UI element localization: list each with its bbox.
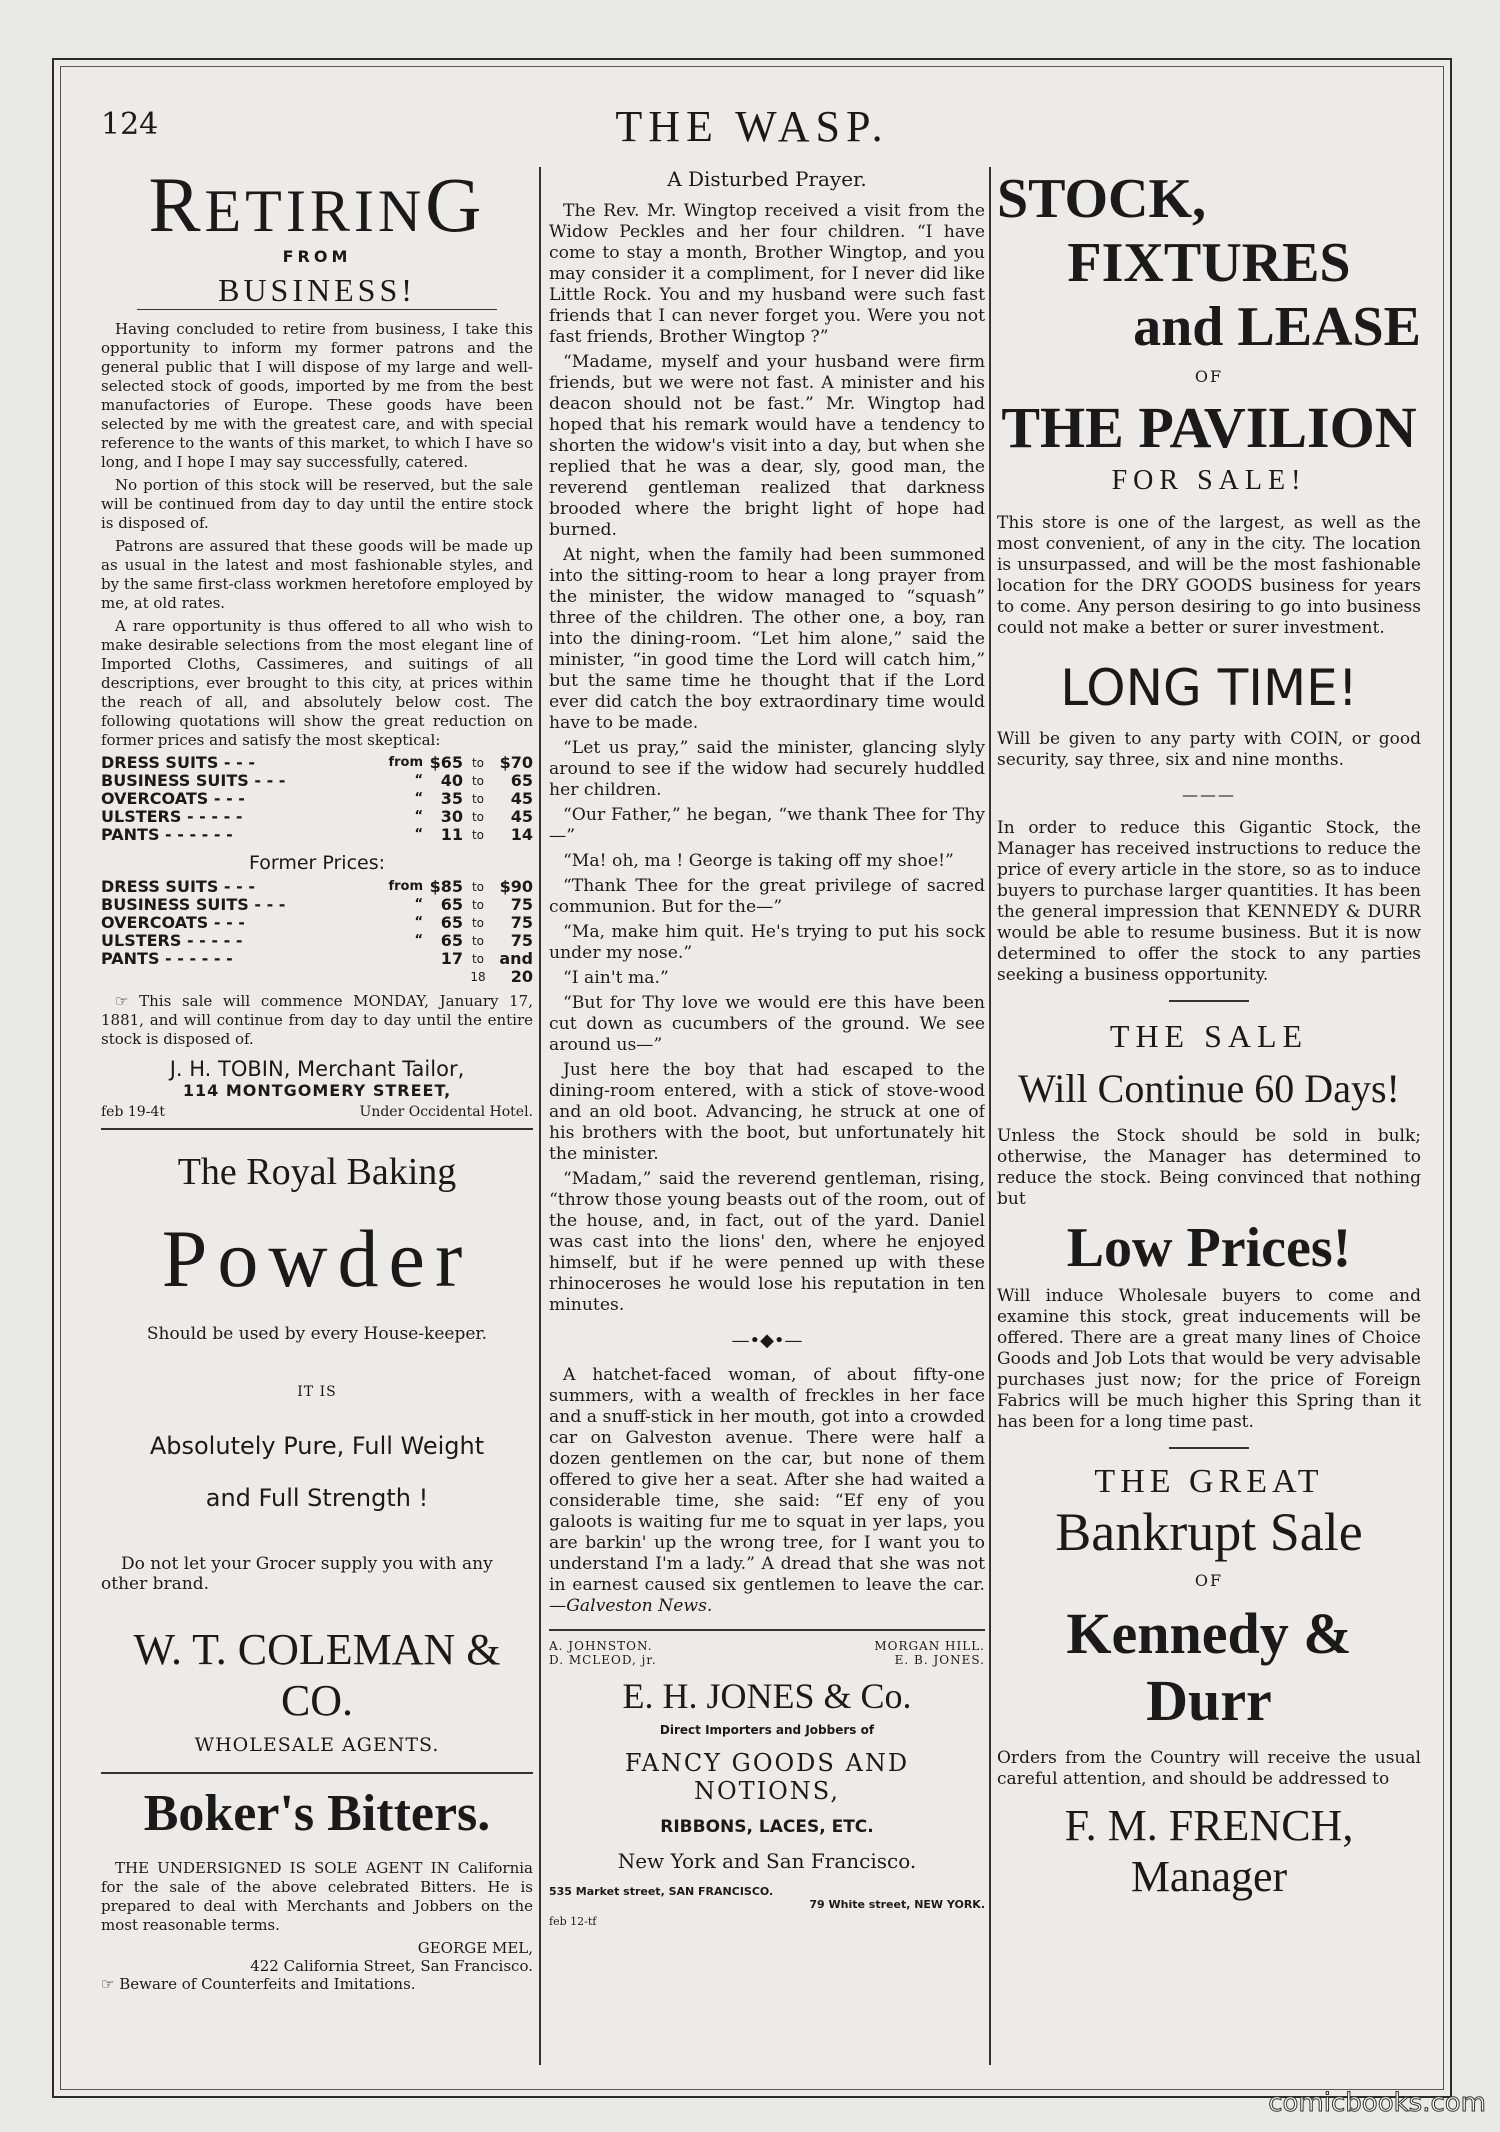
ribbons-laces: RIBBONS, LACES, ETC. [660, 1817, 874, 1837]
the-great-title: THE GREAT [1094, 1463, 1324, 1500]
beware-note: ☞ Beware of Counterfeits and Imitations. [101, 1975, 416, 1993]
page-header [101, 101, 1403, 161]
former-prices-label: Former Prices: [248, 852, 386, 874]
masthead: THE WASP. [615, 102, 889, 151]
article-para: The Rev. Mr. Wingtop received a visit from the Widow Peckles and her four children. “I have come to stay a month, Brother Wingtop, and you may consider it a compliment, for I never did like Little Rock. You and my husband were such fast friends that I can never forget you. Were you not fast friends, Brother Wingtop ?” [549, 201, 985, 347]
price-row: ULSTERS - - - - - “ 65 to 75 [101, 931, 533, 950]
direct-importers: Direct Importers and Jobbers of [659, 1723, 875, 1737]
column-rule-1 [539, 167, 541, 2065]
price-row: BUSINESS SUITS - - - “ 65 to 75 [101, 895, 533, 914]
retiring-para-3: Patrons are assured that these goods will be made up as usual in the latest and most fashionable styles, and by the same first-class workmen heretofore employed by me, at old rates. [101, 537, 533, 612]
fancy-goods: FANCY GOODS AND NOTIONS, [624, 1749, 910, 1805]
retiring-para-1: Having concluded to retire from business, I take this opportunity to inform my former patrons and the general public that I will dispose of my large and well-selected stock of goods, imported by me from the best manufactories of Europe. These goods have been selected by me with the greatest care, and with special reference to the wants of this market, to which I have so long, and I hope I may say successfully, catered. [101, 320, 533, 471]
article-para: “Thank Thee for the great privilege of sacred communion. But for the—” [549, 876, 985, 917]
article-body [549, 201, 985, 1617]
divider [1169, 1000, 1249, 1002]
induce-text: Will induce Wholesale buyers to come and examine this stock, great inducements will be offered. There are a great many lines of Choice Goods and Job Lots that would be very advisable purchases just now; for the price of Foreign Fabrics will be much higher this Spring than it has been for a long time past. [997, 1286, 1421, 1432]
partner-name: D. MCLEOD, jr. [549, 1653, 657, 1667]
stock-line-1: STOCK, [997, 168, 1207, 230]
dash-divider: ——— [1182, 785, 1236, 804]
long-time-title: LONG TIME! [1060, 659, 1358, 717]
ehjones-title: E. H. JONES & Co. [622, 1676, 912, 1716]
royal-baking-title: The Royal Baking [177, 1151, 457, 1193]
retiring-title-middle: ETIRIN [204, 178, 426, 244]
divider [101, 1128, 533, 1130]
pure-line-1: Absolutely Pure, Full Weight [149, 1432, 485, 1460]
mel-address: 422 California Street, San Francisco. [250, 1957, 533, 1975]
tobin-date-code: feb 19-4t [101, 1104, 165, 1120]
business-title: BUSINESS! [137, 272, 497, 310]
kennedy-durr-title: Kennedy & Durr [1066, 1601, 1352, 1733]
the-sale-title: THE SALE [1109, 1018, 1309, 1054]
orders-text: Orders from the Country will receive the usual careful attention, and should be addressed to [997, 1748, 1421, 1789]
partner-names-row-1 [549, 1639, 985, 1653]
site-watermark: comicbooks.com [1268, 2088, 1486, 2118]
price-row: OVERCOATS - - - “ 65 to 75 [101, 913, 533, 932]
price-row: PANTS - - - - - - 17 to 18 and 20 [101, 949, 533, 986]
grocer-text: Do not let your Grocer supply you with any other brand. [101, 1554, 493, 1594]
continue-title: Will Continue 60 Days! [1018, 1066, 1400, 1111]
of-label: OF [1194, 367, 1224, 386]
bankrupt-sale-title: Bankrupt Sale [1055, 1502, 1363, 1562]
retiring-title-final: G [425, 167, 486, 248]
coleman-title: W. T. COLEMAN & CO. [133, 1625, 501, 1725]
partner-names-row-2 [549, 1653, 985, 1667]
retiring-para-4: A rare opportunity is thus offered to all who wish to make desirable selections from the most elegant line of Imported Cloths, Cassimeres, and suitings of all descriptions, ever brought to this city, at prices within the reach of all, and absolutely below cost. The following quotations will show the great reduction on former prices and satisfy the most skeptical: [101, 617, 533, 749]
article-para: “Madam,” said the reverend gentleman, rising, “throw those young beasts out of the room, out of the house, and, in fact, out of the yard. Daniel was cast into the lions' den, where he enjoyed himself, but if he were penned up with these rhinoceroses he would lose his reputation in ten minutes. [549, 1169, 985, 1315]
low-prices-title: Low Prices! [1066, 1217, 1352, 1279]
stock-title [997, 167, 1421, 359]
boker-title: Boker's Bitters. [143, 1785, 491, 1842]
hatchet-source: Galveston News. [566, 1596, 713, 1616]
column-middle [549, 167, 985, 2065]
french-manager: F. M. FRENCH, Manager [1064, 1801, 1354, 1901]
article-para: “But for Thy love we would ere this have been cut down as cucumbers of the ground. We see around us—” [549, 993, 985, 1055]
article-para: Just here the boy that had escaped to the dining-room entered, with a stick of stove-wood and an old boot. Advancing, he struck at one of his brothers with the boot, but unfortunately hit the minister. [549, 1060, 985, 1164]
article-para: “Let us pray,” said the minister, glancing slyly around to see if the widow had securely huddled her children. [549, 738, 985, 800]
price-row: BUSINESS SUITS - - - “ 40 to 65 [101, 771, 533, 790]
divider [549, 1629, 985, 1631]
price-row: DRESS SUITS - - - from $65 to $70 [101, 753, 533, 772]
page-border [60, 66, 1444, 2090]
divider [101, 1772, 533, 1774]
from-label: FROM [282, 247, 352, 266]
pavilion-title: THE PAVILION [1001, 395, 1417, 460]
price-row: ULSTERS - - - - - “ 30 to 45 [101, 807, 533, 826]
retiring-title-initial: R [148, 167, 205, 248]
partner-name: A. JOHNSTON. [549, 1639, 653, 1653]
ny-sf: New York and San Francisco. [617, 1849, 917, 1873]
retiring-para-2: No portion of this stock will be reserved, but the sale will be continued from day to day until the entire stock is disposed of. [101, 476, 533, 532]
column-left [101, 167, 533, 2065]
powder-title: Powder [161, 1213, 473, 1304]
former-price-list [101, 878, 533, 986]
ornament-divider: —•◆•— [731, 1330, 803, 1351]
of-label-2: OF [1194, 1571, 1224, 1590]
stock-line-3: and LEASE [1133, 296, 1421, 358]
price-row: OVERCOATS - - - “ 35 to 45 [101, 789, 533, 808]
hatchet-story: A hatchet-faced woman, of about fifty-one summers, with a wealth of freckles in her face and a snuff-stick in her mouth, got into a crowded car on Galveston avenue. There were half a dozen gentlemen on the car, but none of them offered to give her a seat. After she had waited a considerable time, she said: “Ef eny of you galoots is waiting fur me to squat in yer laps, you are barkin' up the wrong tree, for I want you to understand I'm a lady.” A dread that she was not in earnest caused six gentlemen to leave the car.— [549, 1365, 985, 1616]
partner-name: E. B. JONES. [894, 1653, 985, 1667]
article-para: “I ain't ma.” [563, 968, 669, 988]
tobin-name: J. H. TOBIN, Merchant Tailor, [169, 1057, 465, 1081]
reduce-text: In order to reduce this Gigantic Stock, the Manager has received instructions to reduce the price of every article in the store, so as to induce buyers to purchase larger quantities. It has been the general impression that KENNEDY & DURR would be able to resume business. But it is now determined to offer the stock to any parties seeking a business opportunity. [997, 818, 1421, 985]
housekeeper-text: Should be used by every House-keeper. [146, 1324, 488, 1344]
unless-text: Unless the Stock should be sold in bulk; otherwise, the Manager has determined to reduce the stock. Being convinced that nothing but [997, 1126, 1421, 1209]
article-para: “Our Father,” he began, “we thank Thee for Thy—” [549, 805, 985, 846]
ehjones-date-code: feb 12-tf [549, 1915, 597, 1928]
newspaper-page [52, 58, 1452, 2098]
street-address-2: 79 White street, NEW YORK. [809, 1898, 985, 1911]
article-para: At night, when the family had been summoned into the sitting-room to hear a long prayer from the minister, the widow managed to “squash” three of the children. The other one, a boy, ran into the dining-room. “Let him alone,” said the minister, “in good time the Lord will catch him,” but the same time he thought that if the Lord ever did catch the boy extraordinary time would have to be made. [549, 545, 985, 733]
sale-commence-note: ☞ This sale will commence MONDAY, January 17, 1881, and will continue from day to day until the entire stock is disposed of. [101, 992, 533, 1048]
tobin-location: Under Occidental Hotel. [359, 1104, 533, 1120]
coin-text: Will be given to any party with COIN, or good security, say three, six and nine months. [997, 729, 1421, 770]
store-text: This store is one of the largest, as well as the most convenient, of any in the city. The location is unsurpassed, and will be the most fashionable location for the DRY GOODS business for years to come. Any person desiring to go into business could not make a better or surer investment. [997, 513, 1421, 638]
column-right [997, 167, 1421, 2065]
current-price-list [101, 754, 533, 844]
partner-name: MORGAN HILL. [874, 1639, 985, 1653]
pure-line-2: and Full Strength ! [205, 1484, 429, 1512]
page-number: 124 [101, 107, 159, 142]
column-rule-2 [989, 167, 991, 2065]
article-para: “Ma! oh, ma ! George is taking off my shoe!” [563, 851, 954, 871]
mel-signature: GEORGE MEL, [417, 1939, 533, 1957]
retiring-title [101, 167, 533, 248]
article-para: “Madame, myself and your husband were firm friends, but we were not fast. A minister and his deacon should not be fast.” Mr. Wingtop had hoped that his remark would have a tendency to shorten the widow's visit into a day, but when she replied that he was a dear, sly, good man, the reverend gentleman realized that darkness brooded where the bright light of hope had burned. [549, 352, 985, 540]
stock-line-2: FIXTURES [1067, 232, 1351, 294]
street-address-1: 535 Market street, SAN FRANCISCO. [549, 1885, 774, 1898]
for-sale-title: FOR SALE! [1111, 465, 1307, 496]
it-is-label: IT IS [297, 1384, 337, 1400]
divider [1169, 1447, 1249, 1449]
price-row: PANTS - - - - - - “ 11 to 14 [101, 825, 533, 844]
boker-text: THE UNDERSIGNED IS SOLE AGENT IN California for the sale of the above celebrated Bitters. He is prepared to deal with Merchants and Jobbers on the most reasonable terms. [101, 1859, 533, 1934]
price-row: DRESS SUITS - - - from $85 to $90 [101, 877, 533, 896]
article-title: A Disturbed Prayer. [667, 167, 867, 191]
article-para: “Ma, make him quit. He's trying to put his sock under my nose.” [549, 922, 985, 963]
tobin-footer [101, 1104, 533, 1120]
wholesale-agents: WHOLESALE AGENTS. [194, 1734, 440, 1756]
tobin-address: 114 MONTGOMERY STREET, [182, 1081, 452, 1100]
